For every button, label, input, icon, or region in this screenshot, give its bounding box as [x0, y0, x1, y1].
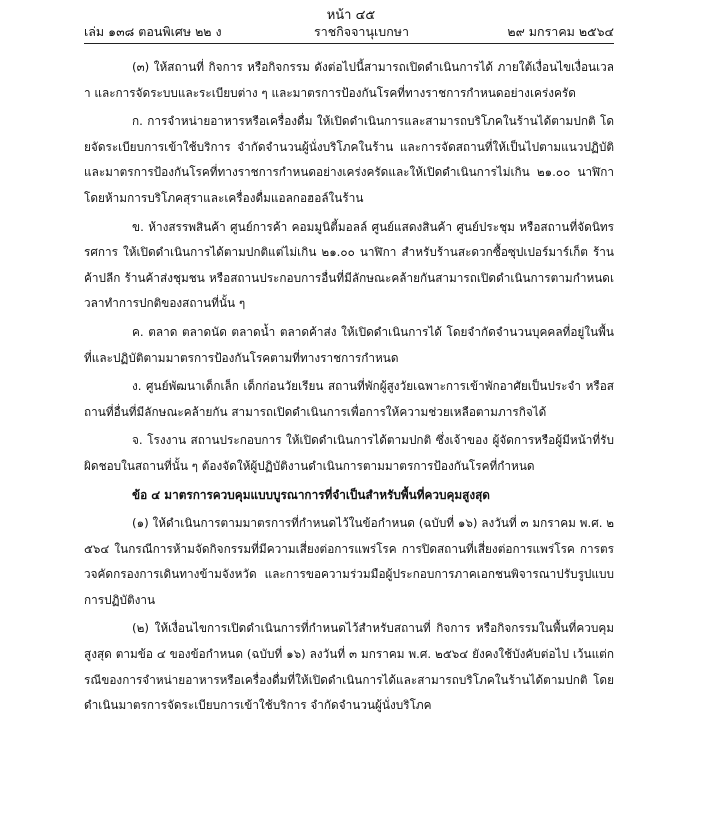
header-divider — [84, 43, 614, 44]
volume-issue: เล่ม ๑๓๘ ตอนพิเศษ ๒๒ ง — [84, 24, 222, 39]
paragraph-clause-3: (๓) ให้สถานที่ กิจการ หรือกิจกรรม ดังต่อไปนี้สามารถเปิดดำเนินการได้ ภายใต้เงื่อนไขเงื่อนเวลา และการจัดระบบและระเบียบต่าง ๆ และมาตรการป้องกันโรคที่ทางราชการกำหนดอย่างเคร่งครัด — [84, 60, 614, 100]
section-paragraph-2: (๒) ให้เงื่อนไขการเปิดดำเนินการที่กำหนดไว้สำหรับสถานที่ กิจการ หรือกิจกรรมในพื้นที่ควบคุมสูงสุด ตามข้อ ๔ ของข้อกำหนด (ฉบับที่ ๑๖) ลงวันที่ ๓ มกราคม พ.ศ. ๒๕๖๔ ยังคงใช้บังคับต่อไป เว้นแต่กรณีของการจำหน่ายอาหารหรือเครื่องดื่มที่ให้เปิดดำเนินการได้และสามารถบริโภคในร้านได้ตามปกติ โดยดำเนินมาตรการจัดระเบียบการเข้าใช้บริการ จำกัดจำนวนผู้นั่งบริโภค — [84, 621, 614, 713]
paragraph-item-cho: จ. โรงงาน สถานประกอบการ ให้เปิดดำเนินการได้ตามปกติ ซึ่งเจ้าของ ผู้จัดการหรือผู้มีหน้าที่รับผิดชอบในสถานที่นั้น ๆ ต้องจัดให้ผู้ปฏิบัติงานดำเนินการตามมาตรการป้องกันโรคที่กำหนด — [84, 433, 614, 473]
paragraph-item-kho: ข. ห้างสรรพสินค้า ศูนย์การค้า คอมมูนิตี้มอลล์ ศูนย์แสดงสินค้า ศูนย์ประชุม หรือสถานที่จัดนิทรรศการ ให้เปิดดำเนินการได้ตามปกติแต่ไม่เกิน ๒๑.๐๐ นาฬิกา สำหรับร้านสะดวกซื้อซุปเปอร์มาร์เก็ต ร้านค้าปลีก ร้านค้าส่งชุมชน หรือสถานประกอบการอื่นที่มีลักษณะคล้ายกันสามารถเปิดดำเนินการตามกำหนดเวลาทำการปกติของสถานที่นั้น ๆ — [84, 219, 614, 311]
gazette-header — [84, 22, 614, 42]
section-heading: ข้อ ๔ มาตรการควบคุมแบบบูรณาการที่จำเป็นสำหรับพื้นที่ควบคุมสูงสุด — [132, 487, 490, 502]
page-number: หน้า ๔๕ — [326, 8, 376, 23]
publication-date: ๒๙ มกราคม ๒๕๖๔ — [507, 24, 614, 39]
paragraph-item-ko: ก. การจำหน่ายอาหารหรือเครื่องดื่ม ให้เปิดดำเนินการและสามารถบริโภคในร้านได้ตามปกติ โดยจัดระเบียบการเข้าใช้บริการ จำกัดจำนวนผู้นั่งบริโภคในร้าน และการจัดสถานที่ให้เป็นไปตามแนวปฏิบัติและมาตรการป้องกันโรคที่ทางราชการกำหนดอย่างเคร่งครัดและให้เปิดดำเนินการไม่เกิน ๒๑.๐๐ นาฬิกา โดยห้ามการบริโภคสุราและเครื่องดื่มแอลกอฮอล์ในร้าน — [84, 114, 614, 205]
paragraph-item-kho-khwai: ค. ตลาด ตลาดนัด ตลาดน้ำ ตลาดค้าส่ง ให้เปิดดำเนินการได้ โดยจำกัดจำนวนบุคคลที่อยู่ในพื้นที่และปฏิบัติตามมาตรการป้องกันโรคตามที่ทางราชการกำหนด — [84, 324, 614, 365]
paragraph-item-ngo: ง. ศูนย์พัฒนาเด็กเล็ก เด็กก่อนวัยเรียน สถานที่พักผู้สูงวัยเฉพาะการเข้าพักอาศัยเป็นประจำ หรือสถานที่อื่นที่มีลักษณะคล้ายกัน สามารถเปิดดำเนินการเพื่อการให้ความช่วยเหลือตามภารกิจได้ — [84, 379, 614, 419]
publication-name: ราชกิจจานุเบกษา — [314, 24, 410, 39]
document-body — [84, 55, 614, 722]
section-paragraph-1: (๑) ให้ดำเนินการตามมาตรการที่กำหนดไว้ในข้อกำหนด (ฉบับที่ ๑๖) ลงวันที่ ๓ มกราคม พ.ศ. ๒๕๖๔ ในกรณีการห้ามจัดกิจกรรมที่มีความเสี่ยงต่อการแพร่โรค การปิดสถานที่เสี่ยงต่อการแพร่โรค การตรวจคัดกรองการเดินทางข้ามจังหวัด และการขอความร่วมมือผู้ประกอบการภาคเอกชนพิจารณาปรับรูปแบบการปฏิบัติงาน — [84, 516, 614, 607]
